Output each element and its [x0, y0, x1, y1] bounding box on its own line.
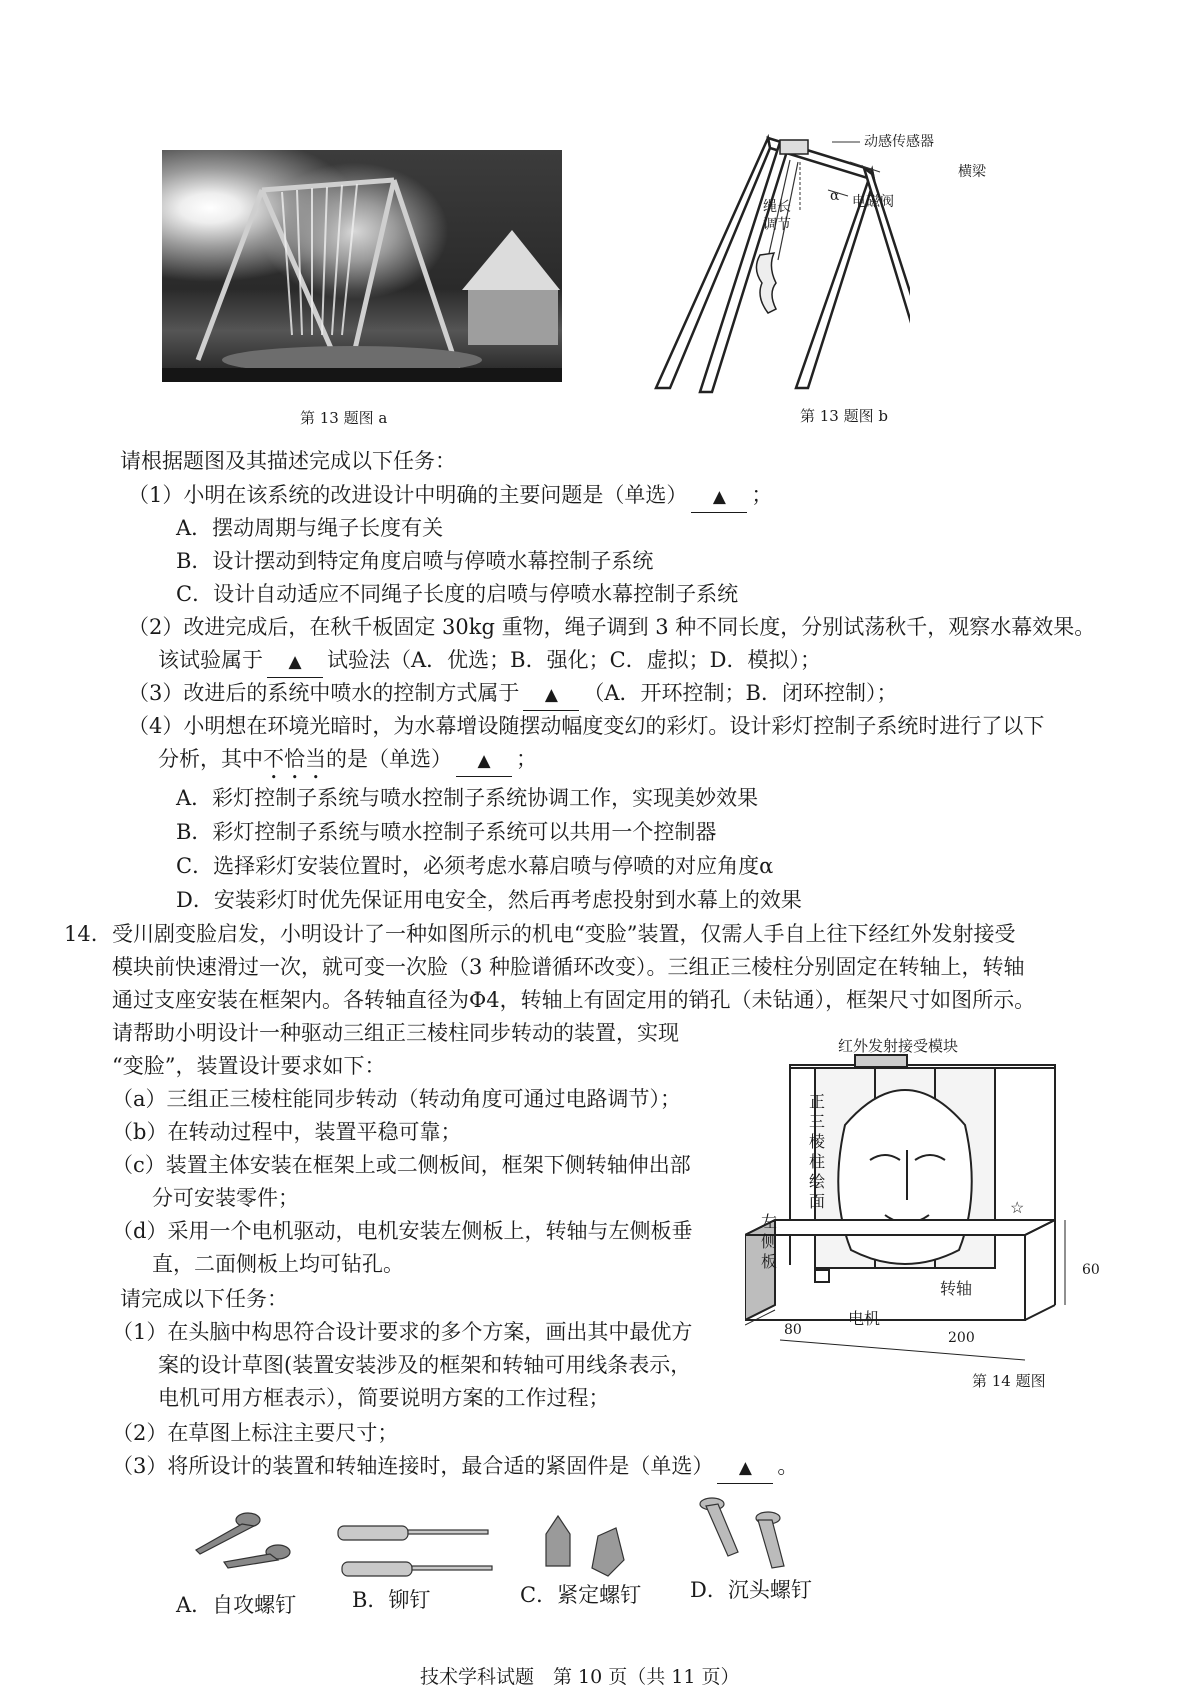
- q13-intro: 请根据题图及其描述完成以下任务：: [120, 449, 456, 473]
- text: 的是（单选）: [326, 747, 452, 771]
- q14-task-intro: 请完成以下任务：: [120, 1287, 288, 1311]
- q13-part4-line1: （4）小明想在环境光暗时，为水幕增设随摆动幅度变幻的彩灯。设计彩灯控制子系统时进行了以下: [128, 714, 1045, 738]
- q13-p4-option-d: D．安装彩灯时优先保证用电安全，然后再考虑投射到水幕上的效果: [176, 888, 802, 912]
- q14-line4: 请帮助小明设计一种驱动三组正三棱柱同步转动的装置，实现: [112, 1021, 679, 1045]
- q14-req-d: （d）采用一个电机驱动，电机安装左侧板上，转轴与左侧板垂: [112, 1219, 693, 1243]
- punct: 。: [777, 1454, 799, 1478]
- emphasis-not-appropriate: 不恰当: [263, 747, 326, 771]
- q14-task3-answer-blank[interactable]: ▲: [717, 1453, 773, 1484]
- label-solenoid-valve: 电磁阀: [852, 194, 894, 210]
- q14-task3: [112, 1451, 798, 1484]
- self-tapping-screw-image: [180, 1506, 300, 1576]
- q14-req-a: （a）三组正三棱柱能同步转动（转动角度可通过电路调节）；: [112, 1087, 682, 1111]
- fastener-option-b: B．铆钉: [352, 1588, 431, 1612]
- q14-task1-line1: （1）在头脑中构思符合设计要求的多个方案，画出其中最优方: [112, 1320, 693, 1344]
- q13-part1-text: （1）小明在该系统的改进设计中明确的主要问题是（单选）: [128, 483, 688, 507]
- rivet-image: [332, 1518, 502, 1588]
- q13-p4-option-a: A．彩灯控制子系统与喷水控制子系统协调工作，实现美妙效果: [176, 786, 759, 810]
- text: （3）改进后的系统中喷水的控制方式属于: [128, 681, 520, 705]
- label-rope-adjust: 绳长调节: [763, 199, 791, 233]
- label-crossbeam: 横梁: [958, 164, 986, 180]
- q14-req-c-cont: 分可安装零件；: [152, 1186, 299, 1210]
- text: 分析，其中: [158, 747, 263, 771]
- fastener-option-a: A．自攻螺钉: [176, 1593, 297, 1617]
- q13-part2-answer-blank[interactable]: ▲: [267, 647, 323, 678]
- text: 试验法（A．优选；B．强化；C．虚拟；D．模拟）；: [327, 648, 822, 672]
- q13-part1-answer-blank[interactable]: ▲: [691, 482, 747, 513]
- dimension-80: 80: [784, 1322, 802, 1338]
- q13-p1-option-c: C．设计自动适应不同绳子长度的启喷与停喷水幕控制子系统: [176, 582, 739, 606]
- text: 该试验属于: [158, 648, 263, 672]
- q13-p1-option-a: A．摆动周期与绳子长度有关: [176, 516, 444, 540]
- figure-13a-photo: [162, 150, 562, 382]
- q13-part3: [128, 678, 897, 711]
- q14-line3: 通过支座安装在框架内。各转轴直径为Φ4，转轴上有固定用的销孔（未钻通），框架尺寸如图所示。: [112, 988, 1036, 1012]
- set-screw-image: [532, 1506, 642, 1586]
- dimension-200: 200: [948, 1330, 975, 1346]
- figure-14-caption: 第 14 题图: [972, 1372, 1046, 1390]
- figure-13b-caption: 第 13 题图 b: [800, 407, 888, 425]
- q13-part3-answer-blank[interactable]: ▲: [523, 680, 579, 711]
- q13-p1-option-b: B．设计摆动到特定角度启喷与停喷水幕控制子系统: [176, 549, 654, 573]
- q14-req-b: （b）在转动过程中，装置平稳可靠；: [112, 1120, 462, 1144]
- swing-frame-silhouette: [162, 150, 562, 382]
- q14-task1-line2: 案的设计草图(装置安装涉及的框架和转轴可用线条表示，: [158, 1353, 692, 1377]
- q13-part2-line1: （2）改进完成后，在秋千板固定 30kg 重物，绳子调到 3 种不同长度，分别试荡秋千，观察水幕效果。: [128, 615, 1096, 639]
- q13-part2-line2: [158, 645, 821, 678]
- q14-req-d-cont: 直，二面侧板上均可钻孔。: [152, 1252, 404, 1276]
- q13-p4-option-c: C．选择彩灯安装位置时，必须考虑水幕启喷与停喷的对应角度α: [176, 854, 774, 878]
- text: （A．开环控制；B．闭环控制）；: [583, 681, 898, 705]
- label-shaft: 转轴: [940, 1279, 973, 1298]
- fastener-option-d: D．沉头螺钉: [690, 1578, 812, 1602]
- label-angle-alpha: α: [830, 188, 840, 204]
- figure-13a-caption: 第 13 题图 a: [300, 409, 388, 427]
- label-motion-sensor: 动感传感器: [864, 134, 934, 150]
- q14-req-c: （c）装置主体安装在框架上或二侧板间，框架下侧转轴伸出部: [112, 1153, 691, 1177]
- dimension-60: 60: [1082, 1262, 1100, 1278]
- punct: ；: [751, 483, 773, 507]
- q14-task2: （2）在草图上标注主要尺寸；: [112, 1421, 399, 1445]
- label-prism-painting: 正三棱柱绘面: [808, 1092, 825, 1211]
- figure-13b-swing-diagram: [650, 130, 910, 400]
- q13-p4-option-b: B．彩灯控制子系统与喷水控制子系统可以共用一个控制器: [176, 820, 717, 844]
- text: （3）将所设计的装置和转轴连接时，最合适的紧固件是（单选）: [112, 1454, 714, 1478]
- q14-number: 14.: [64, 922, 98, 946]
- label-ir-module: 红外发射接受模块: [838, 1037, 959, 1055]
- q13-part4-line2: [158, 744, 537, 784]
- fastener-option-c: C．紧定螺钉: [520, 1583, 642, 1607]
- q14-line1: 受川剧变脸启发，小明设计了一种如图所示的机电“变脸”装置，仅需人手自上往下经红外发射接受: [112, 922, 1016, 946]
- q14-task1-line3: 电机可用方框表示），简要说明方案的工作过程；: [158, 1386, 610, 1410]
- q14-line5: “变脸”，装置设计要求如下：: [112, 1054, 386, 1078]
- punct: ；: [516, 747, 537, 771]
- label-motor: 电机: [848, 1309, 881, 1328]
- q13-part1: [128, 480, 772, 513]
- q13-part4-answer-blank[interactable]: ▲: [456, 746, 512, 777]
- countersunk-screw-image: [688, 1492, 798, 1572]
- star-mark: ☆: [1010, 1198, 1025, 1217]
- page-footer: 技术学科试题 第 10 页（共 11 页）: [420, 1666, 740, 1688]
- q14-line2: 模块前快速滑过一次，就可变一次脸（3 种脸谱循环改变）。三组正三棱柱分别固定在转轴上，转轴: [112, 955, 1025, 979]
- label-left-side-panel: 左侧板: [760, 1212, 777, 1271]
